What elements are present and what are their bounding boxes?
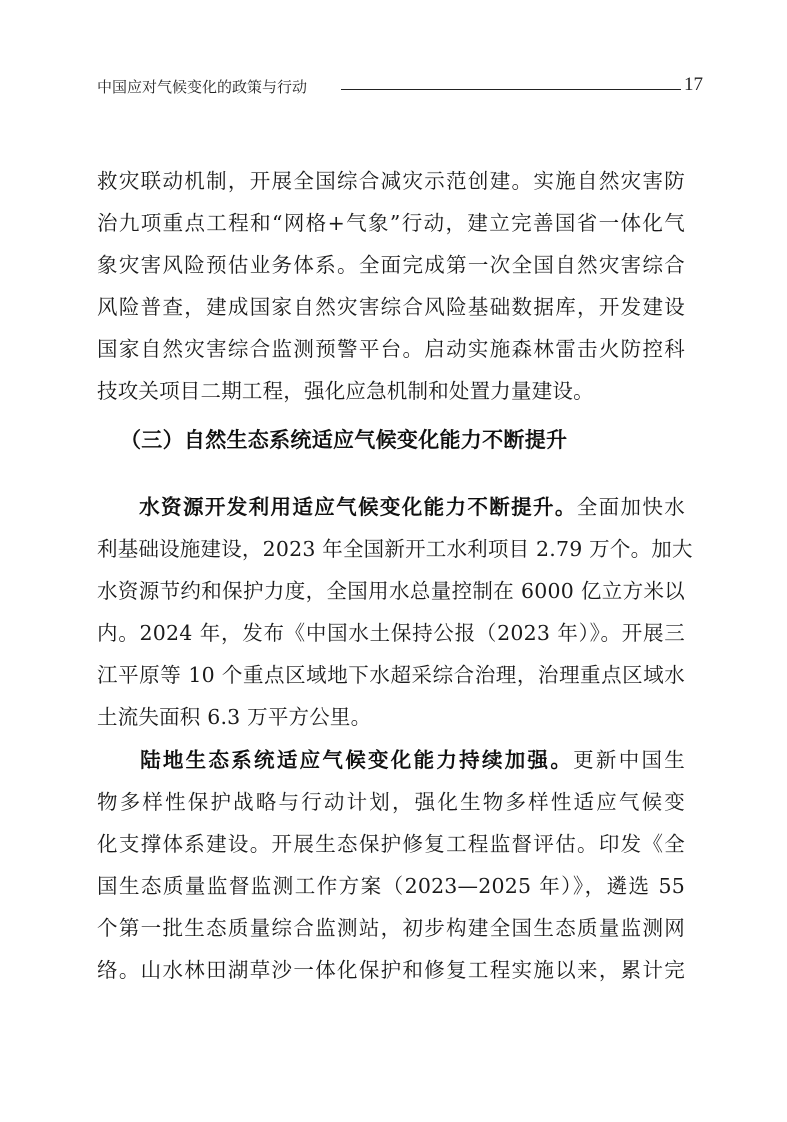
text-line: 江平原等 10 个重点区域地下水超采综合治理，治理重点区域水 — [97, 663, 685, 687]
text-run: 更新中国生 — [573, 748, 685, 772]
text-line: 水资源节约和保护力度，全国用水总量控制在 6000 亿立方米以 — [97, 579, 685, 603]
lead-sentence: 水资源开发利用适应气候变化能力不断提升。 — [138, 495, 577, 519]
page-number: 17 — [684, 74, 703, 95]
paragraph-disaster-prevention — [97, 160, 685, 412]
text-line: 象灾害风险预估业务体系。全面完成第一次全国自然灾害综合 — [97, 253, 685, 277]
text-line-first — [97, 486, 685, 528]
text-line: 物多样性保护战略与行动计划，强化生物多样性适应气候变 — [97, 790, 685, 814]
text-run: 全面加快水 — [576, 495, 686, 519]
text-line: 个第一批生态质量综合监测站，初步构建全国生态质量监测网 — [97, 916, 685, 940]
text-line: 化支撑体系建设。开展生态保护修复工程监督评估。印发《全 — [97, 832, 685, 856]
text-line: 风险普查，建成国家自然灾害综合风险基础数据库，开发建设 — [97, 295, 685, 319]
section-heading: （三）自然生态系统适应气候变化能力不断提升 — [120, 428, 568, 452]
paragraph-water-resources — [97, 486, 693, 738]
text-line: 治九项重点工程和“网格+气象”行动，建立完善国省一体化气 — [97, 211, 685, 235]
lead-sentence: 陆地生态系统适应气候变化能力持续加强。 — [138, 748, 574, 772]
text-line: 国生态质量监督监测工作方案（2023—2025 年）》，遴选 55 — [97, 874, 685, 898]
text-line: 利基础设施建设，2023 年全国新开工水利项目 2.79 万个。加大 — [97, 537, 693, 561]
text-line: 救灾联动机制，开展全国综合减灾示范创建。实施自然灾害防 — [97, 169, 685, 193]
text-line-first — [97, 739, 685, 781]
text-line: 技攻关项目二期工程，强化应急机制和处置力量建设。 — [97, 379, 594, 403]
page-header — [97, 74, 707, 104]
text-line: 国家自然灾害综合监测预警平台。启动实施森林雷击火防控科 — [97, 337, 685, 361]
paragraph-terrestrial-ecosystems — [97, 739, 685, 991]
text-line: 内。2024 年，发布《中国水土保持公报（2023 年）》。开展三 — [97, 621, 685, 645]
text-line: 土流失面积 6.3 万平方公里。 — [97, 705, 372, 729]
header-title: 中国应对气候变化的政策与行动 — [97, 78, 308, 96]
header-rule — [341, 89, 681, 90]
text-line: 络。山水林田湖草沙一体化保护和修复工程实施以来，累计完 — [97, 958, 685, 982]
